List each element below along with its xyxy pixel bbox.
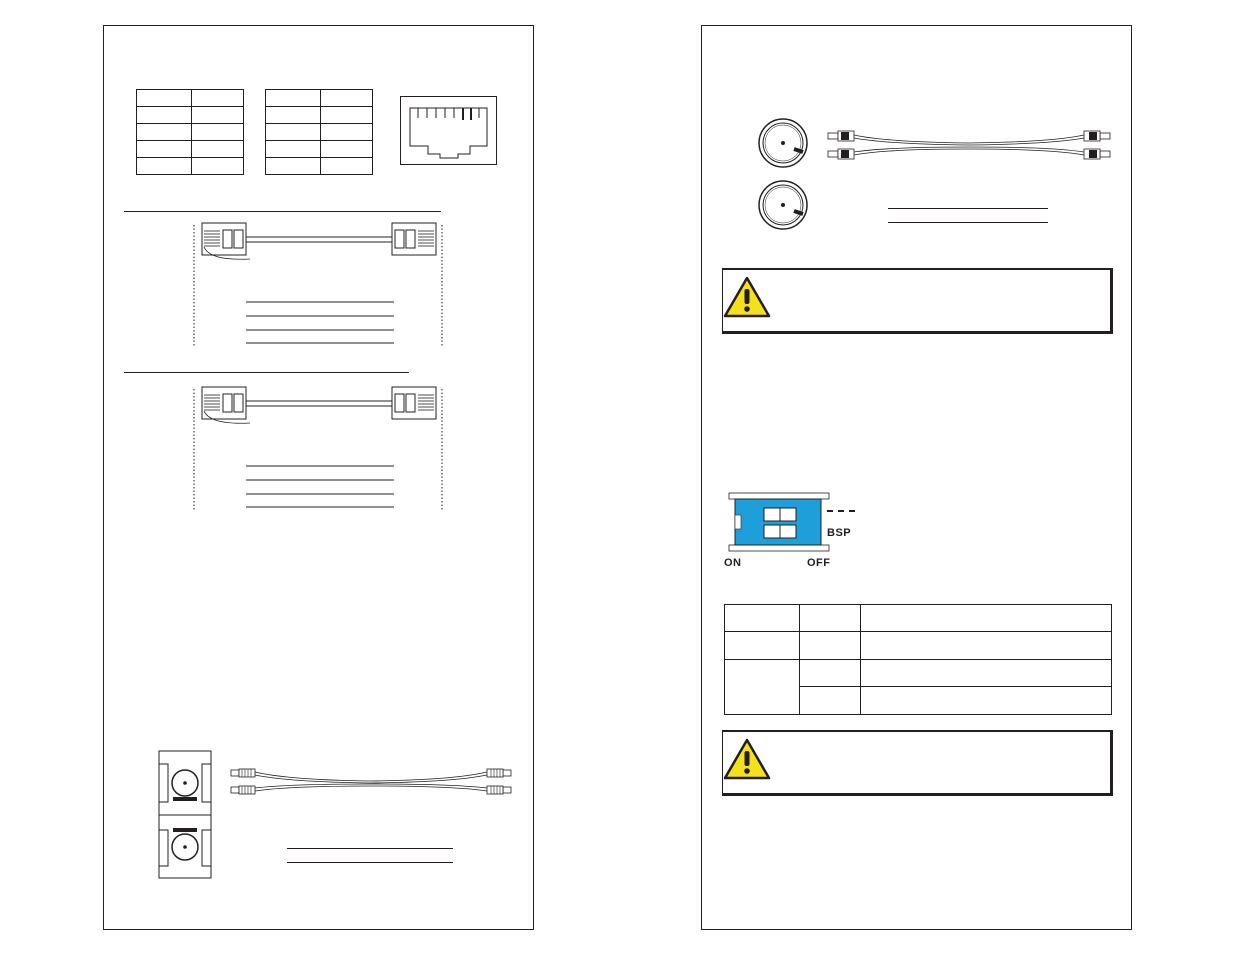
st-fiber-cable-diagram xyxy=(826,128,1112,166)
crossover-cable-diagram xyxy=(190,385,450,513)
right-page xyxy=(701,25,1132,930)
pin-table-2 xyxy=(265,89,373,175)
dip-switch-on-label: ON xyxy=(724,557,742,569)
warning-box xyxy=(722,730,1113,796)
underline-rule xyxy=(888,208,1048,209)
warning-box xyxy=(722,268,1113,334)
st-fiber-port-bottom xyxy=(756,178,810,232)
rj45-jack-diagram xyxy=(400,96,498,166)
underline-rule xyxy=(287,848,453,849)
underline-rule xyxy=(287,862,453,863)
sc-fiber-cable-diagram xyxy=(229,766,513,802)
dip-switch-bsp-label: BSP xyxy=(827,527,852,539)
warning-triangle-icon xyxy=(723,276,771,318)
dip-switch-off-label: OFF xyxy=(807,557,831,569)
section-rule xyxy=(124,372,409,373)
dip-settings-table xyxy=(724,604,1112,715)
underline-rule xyxy=(888,222,1048,223)
left-page xyxy=(103,25,534,930)
sc-fiber-port-diagram xyxy=(158,750,214,880)
dip-switch-dashes xyxy=(827,510,855,512)
warning-triangle-icon xyxy=(723,738,771,780)
straight-through-cable-diagram xyxy=(190,221,450,349)
pin-table-1 xyxy=(136,89,244,175)
section-rule xyxy=(124,211,441,212)
dip-switch-diagram xyxy=(726,492,836,554)
st-fiber-port-top xyxy=(756,116,810,170)
